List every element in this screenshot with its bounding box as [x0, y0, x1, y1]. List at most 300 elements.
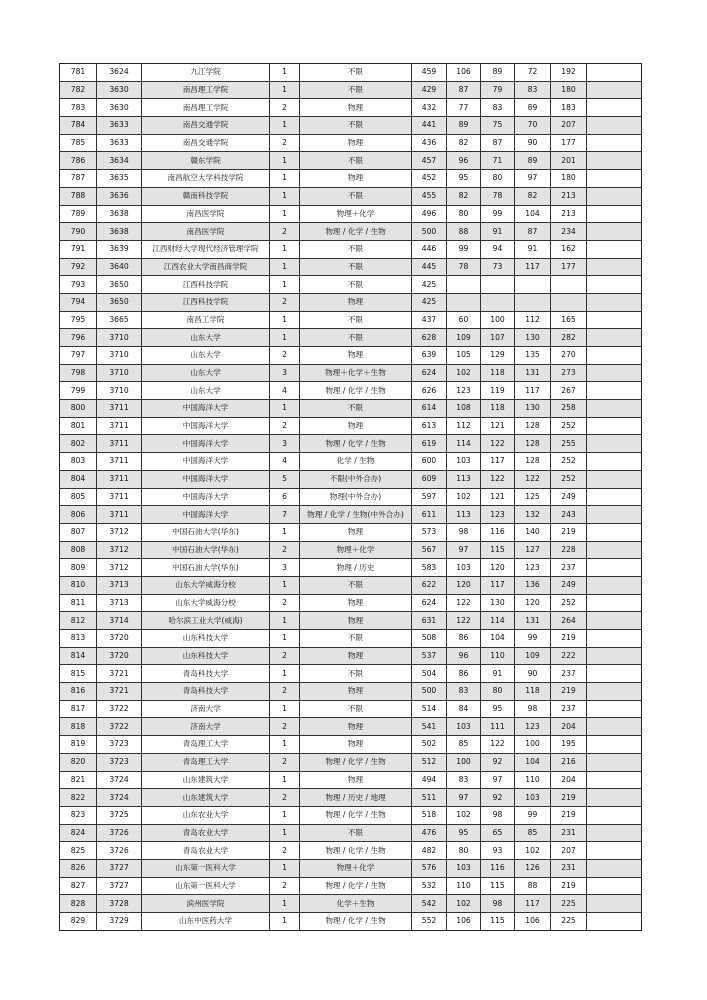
cell-school-code: 3711 [97, 435, 142, 453]
cell-row-index: 820 [60, 753, 97, 771]
cell-math-score: 91 [481, 665, 515, 683]
cell-remark [587, 842, 642, 860]
cell-group-number: 2 [270, 718, 300, 736]
cell-chinese-score: 106 [447, 64, 481, 82]
cell-english-score: 122 [515, 470, 551, 488]
table-row [60, 612, 642, 630]
cell-school-code: 3725 [97, 806, 142, 824]
table-row [60, 877, 642, 895]
cell-total-score: 624 [412, 594, 447, 612]
cell-school-name: 中国海洋大学 [142, 400, 270, 418]
cell-subject-requirement: 化学 / 生物 [300, 453, 412, 471]
table-body [60, 64, 642, 931]
cell-remark [587, 134, 642, 152]
cell-total-score: 457 [412, 152, 447, 170]
cell-total-score: 576 [412, 859, 447, 877]
cell-school-code: 3665 [97, 311, 142, 329]
cell-group-number: 1 [270, 895, 300, 913]
cell-total-score: 502 [412, 736, 447, 754]
cell-elective-score: 192 [551, 64, 587, 82]
cell-group-number: 1 [270, 824, 300, 842]
cell-math-score: 115 [481, 541, 515, 559]
cell-total-score: 455 [412, 187, 447, 205]
cell-group-number: 1 [270, 612, 300, 630]
cell-math-score: 115 [481, 877, 515, 895]
cell-school-name: 山东农业大学 [142, 806, 270, 824]
cell-elective-score: 165 [551, 311, 587, 329]
cell-math-score: 111 [481, 718, 515, 736]
cell-school-code: 3722 [97, 700, 142, 718]
cell-total-score: 518 [412, 806, 447, 824]
cell-elective-score: 195 [551, 736, 587, 754]
table-row [60, 382, 642, 400]
cell-elective-score: 204 [551, 718, 587, 736]
cell-subject-requirement: 不限 [300, 276, 412, 294]
cell-chinese-score: 106 [447, 913, 481, 931]
cell-elective-score: 252 [551, 417, 587, 435]
cell-remark [587, 630, 642, 648]
cell-subject-requirement: 物理 / 化学 / 生物 [300, 435, 412, 453]
cell-total-score: 437 [412, 311, 447, 329]
cell-math-score: 98 [481, 895, 515, 913]
cell-elective-score: 225 [551, 895, 587, 913]
table-row [60, 258, 642, 276]
cell-group-number: 2 [270, 842, 300, 860]
cell-subject-requirement: 不限 [300, 824, 412, 842]
cell-elective-score: 219 [551, 630, 587, 648]
cell-group-number: 2 [270, 789, 300, 807]
table-row [60, 453, 642, 471]
cell-total-score: 459 [412, 64, 447, 82]
cell-row-index: 787 [60, 170, 97, 188]
cell-row-index: 795 [60, 311, 97, 329]
cell-remark [587, 718, 642, 736]
cell-remark [587, 771, 642, 789]
cell-elective-score: 216 [551, 753, 587, 771]
table-row [60, 647, 642, 665]
cell-english-score: 89 [515, 152, 551, 170]
cell-school-code: 3712 [97, 523, 142, 541]
cell-school-name: 中国海洋大学 [142, 506, 270, 524]
table-row [60, 329, 642, 347]
table-row [60, 435, 642, 453]
cell-subject-requirement: 物理 / 化学 / 生物 [300, 806, 412, 824]
cell-total-score: 482 [412, 842, 447, 860]
cell-chinese-score: 95 [447, 170, 481, 188]
cell-school-code: 3724 [97, 771, 142, 789]
cell-english-score: 125 [515, 488, 551, 506]
table-row [60, 753, 642, 771]
cell-school-name: 南昌理工学院 [142, 99, 270, 117]
cell-school-code: 3713 [97, 594, 142, 612]
cell-total-score: 537 [412, 647, 447, 665]
cell-row-index: 801 [60, 417, 97, 435]
cell-chinese-score: 102 [447, 488, 481, 506]
cell-school-name: 赣东学院 [142, 152, 270, 170]
cell-english-score: 130 [515, 400, 551, 418]
cell-school-code: 3650 [97, 293, 142, 311]
cell-school-code: 3638 [97, 205, 142, 223]
cell-group-number: 1 [270, 400, 300, 418]
cell-subject-requirement: 物理 / 历史 / 地理 [300, 789, 412, 807]
cell-school-name: 江西科技学院 [142, 276, 270, 294]
cell-group-number: 1 [270, 523, 300, 541]
cell-school-name: 青岛科技大学 [142, 665, 270, 683]
table-row [60, 81, 642, 99]
cell-row-index: 794 [60, 293, 97, 311]
table-row [60, 576, 642, 594]
cell-english-score: 135 [515, 347, 551, 365]
table-row [60, 417, 642, 435]
cell-english-score: 117 [515, 258, 551, 276]
cell-group-number: 7 [270, 506, 300, 524]
cell-chinese-score: 95 [447, 824, 481, 842]
cell-subject-requirement: 物理 / 化学 / 生物 [300, 913, 412, 931]
cell-chinese-score: 83 [447, 683, 481, 701]
cell-chinese-score: 102 [447, 895, 481, 913]
cell-group-number: 2 [270, 99, 300, 117]
cell-school-name: 青岛理工大学 [142, 753, 270, 771]
cell-subject-requirement: 物理 / 化学 / 生物(中外合办) [300, 506, 412, 524]
cell-school-name: 山东大学 [142, 347, 270, 365]
cell-group-number: 2 [270, 541, 300, 559]
cell-remark [587, 170, 642, 188]
cell-math-score: 98 [481, 806, 515, 824]
cell-chinese-score: 97 [447, 541, 481, 559]
cell-english-score: 136 [515, 576, 551, 594]
cell-elective-score: 231 [551, 824, 587, 842]
cell-elective-score: 228 [551, 541, 587, 559]
table-row [60, 293, 642, 311]
cell-english-score: 123 [515, 559, 551, 577]
cell-total-score: 504 [412, 665, 447, 683]
cell-subject-requirement: 物理 [300, 647, 412, 665]
cell-elective-score: 201 [551, 152, 587, 170]
cell-total-score: 512 [412, 753, 447, 771]
cell-english-score: 82 [515, 187, 551, 205]
cell-group-number: 1 [270, 913, 300, 931]
cell-elective-score: 222 [551, 647, 587, 665]
cell-chinese-score: 110 [447, 877, 481, 895]
cell-elective-score: 237 [551, 700, 587, 718]
cell-total-score: 532 [412, 877, 447, 895]
table-row [60, 824, 642, 842]
cell-school-code: 3711 [97, 488, 142, 506]
cell-row-index: 828 [60, 895, 97, 913]
cell-subject-requirement: 物理 [300, 347, 412, 365]
cell-school-name: 山东大学威海分校 [142, 576, 270, 594]
cell-math-score [481, 276, 515, 294]
cell-subject-requirement: 不限 [300, 700, 412, 718]
cell-remark [587, 293, 642, 311]
cell-group-number: 4 [270, 453, 300, 471]
cell-group-number: 2 [270, 683, 300, 701]
cell-school-name: 南昌医学院 [142, 205, 270, 223]
cell-school-code: 3711 [97, 453, 142, 471]
cell-elective-score: 249 [551, 488, 587, 506]
cell-english-score: 120 [515, 594, 551, 612]
cell-english-score: 98 [515, 700, 551, 718]
cell-chinese-score: 86 [447, 630, 481, 648]
cell-remark [587, 276, 642, 294]
cell-subject-requirement: 物理 / 化学 / 生物 [300, 223, 412, 241]
cell-row-index: 824 [60, 824, 97, 842]
cell-school-code: 3710 [97, 329, 142, 347]
cell-english-score: 72 [515, 64, 551, 82]
cell-school-code: 3729 [97, 913, 142, 931]
cell-chinese-score [447, 293, 481, 311]
cell-group-number: 1 [270, 630, 300, 648]
cell-elective-score [551, 293, 587, 311]
cell-chinese-score: 122 [447, 612, 481, 630]
cell-school-name: 青岛农业大学 [142, 824, 270, 842]
cell-math-score: 121 [481, 488, 515, 506]
cell-subject-requirement: 不限 [300, 117, 412, 135]
cell-chinese-score: 122 [447, 594, 481, 612]
cell-group-number: 1 [270, 276, 300, 294]
cell-row-index: 807 [60, 523, 97, 541]
cell-group-number: 2 [270, 223, 300, 241]
cell-row-index: 815 [60, 665, 97, 683]
cell-subject-requirement: 物理 [300, 736, 412, 754]
cell-chinese-score: 120 [447, 576, 481, 594]
table-row [60, 594, 642, 612]
cell-school-name: 中国海洋大学 [142, 435, 270, 453]
cell-row-index: 792 [60, 258, 97, 276]
cell-school-code: 3711 [97, 400, 142, 418]
cell-math-score: 94 [481, 240, 515, 258]
cell-total-score: 425 [412, 293, 447, 311]
cell-subject-requirement: 物理 [300, 293, 412, 311]
cell-row-index: 809 [60, 559, 97, 577]
cell-total-score: 583 [412, 559, 447, 577]
cell-english-score: 109 [515, 647, 551, 665]
cell-school-name: 青岛农业大学 [142, 842, 270, 860]
cell-remark [587, 435, 642, 453]
cell-english-score: 118 [515, 683, 551, 701]
cell-remark [587, 895, 642, 913]
cell-remark [587, 81, 642, 99]
cell-math-score: 115 [481, 913, 515, 931]
table-row [60, 470, 642, 488]
cell-remark [587, 523, 642, 541]
cell-total-score: 613 [412, 417, 447, 435]
cell-math-score: 99 [481, 205, 515, 223]
cell-row-index: 819 [60, 736, 97, 754]
cell-math-score: 130 [481, 594, 515, 612]
cell-remark [587, 700, 642, 718]
cell-school-name: 中国石油大学(华东) [142, 541, 270, 559]
cell-math-score: 119 [481, 382, 515, 400]
admission-score-table-page [59, 63, 641, 931]
cell-math-score: 80 [481, 683, 515, 701]
cell-remark [587, 488, 642, 506]
cell-group-number: 1 [270, 700, 300, 718]
cell-group-number: 1 [270, 576, 300, 594]
cell-english-score: 91 [515, 240, 551, 258]
cell-group-number: 2 [270, 293, 300, 311]
cell-school-name: 中国海洋大学 [142, 488, 270, 506]
cell-math-score: 104 [481, 630, 515, 648]
table-row [60, 630, 642, 648]
cell-elective-score: 258 [551, 400, 587, 418]
cell-total-score: 552 [412, 913, 447, 931]
cell-subject-requirement: 不限 [300, 665, 412, 683]
cell-remark [587, 594, 642, 612]
cell-group-number: 2 [270, 347, 300, 365]
cell-chinese-score: 85 [447, 736, 481, 754]
cell-elective-score: 225 [551, 913, 587, 931]
cell-math-score: 97 [481, 771, 515, 789]
admission-score-table [59, 63, 642, 931]
cell-school-name: 山东大学 [142, 329, 270, 347]
cell-elective-score: 264 [551, 612, 587, 630]
cell-math-score: 83 [481, 99, 515, 117]
cell-school-code: 3724 [97, 789, 142, 807]
cell-chinese-score: 80 [447, 205, 481, 223]
cell-chinese-score: 103 [447, 559, 481, 577]
cell-group-number: 1 [270, 240, 300, 258]
cell-chinese-score: 83 [447, 771, 481, 789]
cell-row-index: 829 [60, 913, 97, 931]
cell-remark [587, 417, 642, 435]
cell-school-name: 江西科技学院 [142, 293, 270, 311]
cell-school-name: 南昌航空大学科技学院 [142, 170, 270, 188]
cell-row-index: 816 [60, 683, 97, 701]
cell-row-index: 805 [60, 488, 97, 506]
table-row [60, 541, 642, 559]
cell-elective-score: 234 [551, 223, 587, 241]
cell-subject-requirement: 不限 [300, 81, 412, 99]
cell-subject-requirement: 物理＋化学 [300, 205, 412, 223]
cell-total-score: 429 [412, 81, 447, 99]
cell-row-index: 799 [60, 382, 97, 400]
cell-remark [587, 258, 642, 276]
cell-english-score: 97 [515, 170, 551, 188]
cell-total-score: 614 [412, 400, 447, 418]
cell-subject-requirement: 不限 [300, 187, 412, 205]
cell-english-score: 104 [515, 205, 551, 223]
cell-group-number: 1 [270, 258, 300, 276]
cell-chinese-score [447, 276, 481, 294]
cell-english-score: 117 [515, 895, 551, 913]
cell-math-score: 120 [481, 559, 515, 577]
cell-row-index: 788 [60, 187, 97, 205]
cell-chinese-score: 98 [447, 523, 481, 541]
cell-chinese-score: 102 [447, 806, 481, 824]
cell-math-score: 118 [481, 400, 515, 418]
cell-row-index: 814 [60, 647, 97, 665]
cell-remark [587, 64, 642, 82]
cell-subject-requirement: 物理＋化学＋生物 [300, 364, 412, 382]
cell-total-score: 500 [412, 683, 447, 701]
cell-chinese-score: 105 [447, 347, 481, 365]
table-row [60, 64, 642, 82]
cell-elective-score: 270 [551, 347, 587, 365]
cell-subject-requirement: 物理 [300, 771, 412, 789]
cell-english-score: 123 [515, 718, 551, 736]
cell-remark [587, 223, 642, 241]
cell-subject-requirement: 不限 [300, 152, 412, 170]
cell-chinese-score: 103 [447, 453, 481, 471]
cell-english-score: 117 [515, 382, 551, 400]
cell-school-name: 南昌交通学院 [142, 117, 270, 135]
cell-elective-score: 255 [551, 435, 587, 453]
table-row [60, 117, 642, 135]
table-row [60, 506, 642, 524]
cell-school-code: 3713 [97, 576, 142, 594]
cell-subject-requirement: 不限 [300, 329, 412, 347]
cell-subject-requirement: 物理 [300, 170, 412, 188]
cell-school-name: 济南大学 [142, 700, 270, 718]
cell-english-score [515, 293, 551, 311]
cell-chinese-score: 82 [447, 134, 481, 152]
cell-school-name: 九江学院 [142, 64, 270, 82]
table-row [60, 859, 642, 877]
table-row [60, 152, 642, 170]
cell-remark [587, 364, 642, 382]
cell-english-score: 112 [515, 311, 551, 329]
cell-total-score: 626 [412, 382, 447, 400]
cell-group-number: 1 [270, 205, 300, 223]
cell-total-score: 446 [412, 240, 447, 258]
cell-subject-requirement: 不限 [300, 311, 412, 329]
cell-elective-score: 237 [551, 559, 587, 577]
cell-math-score: 65 [481, 824, 515, 842]
cell-school-code: 3727 [97, 859, 142, 877]
cell-school-name: 南昌工学院 [142, 311, 270, 329]
cell-row-index: 797 [60, 347, 97, 365]
cell-row-index: 825 [60, 842, 97, 860]
cell-school-name: 中国海洋大学 [142, 417, 270, 435]
cell-group-number: 1 [270, 329, 300, 347]
cell-total-score: 628 [412, 329, 447, 347]
cell-chinese-score: 100 [447, 753, 481, 771]
cell-school-code: 3630 [97, 99, 142, 117]
cell-total-score: 597 [412, 488, 447, 506]
cell-math-score: 129 [481, 347, 515, 365]
cell-school-code: 3710 [97, 347, 142, 365]
cell-elective-score: 282 [551, 329, 587, 347]
cell-subject-requirement: 不限 [300, 630, 412, 648]
cell-remark [587, 877, 642, 895]
cell-total-score: 624 [412, 364, 447, 382]
cell-remark [587, 187, 642, 205]
cell-remark [587, 683, 642, 701]
cell-math-score: 123 [481, 506, 515, 524]
table-row [60, 665, 642, 683]
cell-english-score: 99 [515, 806, 551, 824]
cell-chinese-score: 96 [447, 647, 481, 665]
cell-subject-requirement: 物理 [300, 594, 412, 612]
cell-subject-requirement: 物理 [300, 523, 412, 541]
cell-group-number: 6 [270, 488, 300, 506]
cell-remark [587, 753, 642, 771]
cell-math-score: 95 [481, 700, 515, 718]
cell-remark [587, 559, 642, 577]
cell-math-score: 78 [481, 187, 515, 205]
cell-elective-score: 207 [551, 842, 587, 860]
cell-school-code: 3650 [97, 276, 142, 294]
cell-school-code: 3711 [97, 470, 142, 488]
cell-group-number: 5 [270, 470, 300, 488]
cell-row-index: 790 [60, 223, 97, 241]
cell-total-score: 441 [412, 117, 447, 135]
cell-remark [587, 824, 642, 842]
cell-row-index: 821 [60, 771, 97, 789]
cell-elective-score: 204 [551, 771, 587, 789]
cell-school-code: 3723 [97, 736, 142, 754]
